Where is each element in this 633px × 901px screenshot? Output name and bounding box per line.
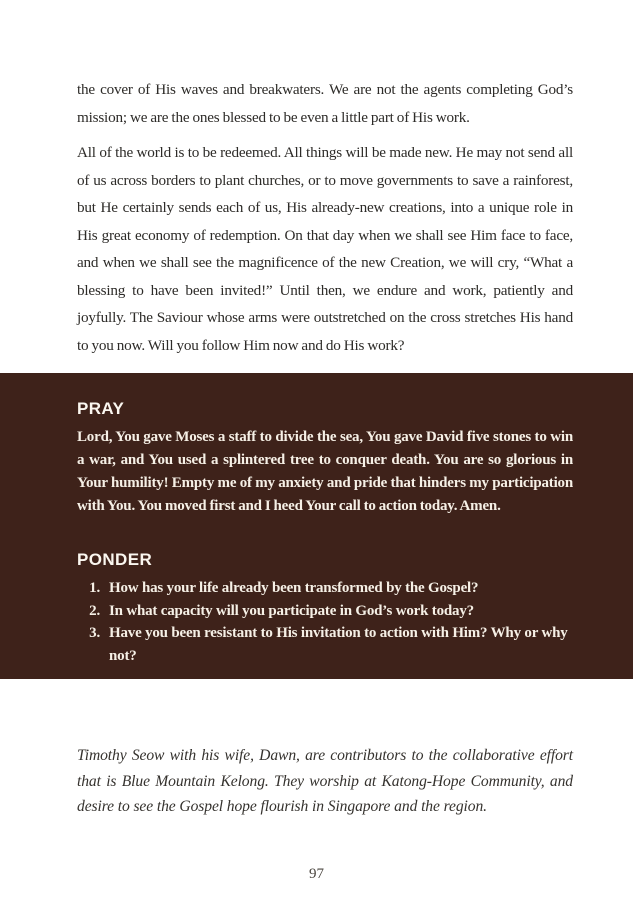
body-paragraph-2: All of the world is to be redeemed. All things will be made new. He may not send all of us across borders to plant churches, or to move governments to save a rainforest, but He certainly sends each of us, His already-new creations, into a unique role in His great economy of redemption. On that day when we shall see Him face to face, and when we shall see the magnificence of the new Creation, we will cry, “What a blessing to have been invited!” Until then, we endure and work, patiently and joyfully. The Saviour whose arms were outstretched on the cross stretches His hand to you now. Will you follow Him now and do His work? (77, 144, 573, 354)
question-text: Have you been resistant to His invitation to action with Him? Why or why not? (109, 625, 568, 664)
body-paragraph-1: the cover of His waves and breakwaters. We are not the agents completing God’s mission; we are the ones blessed to be even a little part of His work. (77, 81, 573, 126)
ponder-question-2 (86, 600, 573, 623)
pray-heading: PRAY (77, 399, 125, 418)
ponder-question-1 (86, 577, 573, 600)
main-text (0, 0, 633, 359)
devotional-panel (0, 373, 633, 679)
question-number: 3. (89, 625, 100, 641)
question-text: In what capacity will you participate in God’s work today? (109, 602, 474, 619)
ponder-list (86, 577, 573, 667)
question-number: 1. (89, 580, 100, 596)
author-bio: Timothy Seow with his wife, Dawn, are contributors to the collaborative effort that is Blue Mountain Kelong. They worship at Katong-Hope Community, and desire to see the Gospel hope flourish in Singapore and the region. (77, 747, 573, 815)
ponder-heading: PONDER (77, 550, 153, 569)
pray-text: Lord, You gave Moses a staff to divide the sea, You gave David five stones to win a war, and You used a splintered tree to conquer death. You are so glorious in Your humility! Empty me of my anxiety and pride that hinders my participation with You. You moved first and I heed Your call to action today. Amen. (77, 429, 573, 514)
question-number: 2. (89, 602, 100, 619)
page-number: 97 (309, 866, 324, 882)
ponder-question-3 (86, 622, 573, 667)
question-text: How has your life already been transformed by the Gospel? (109, 580, 479, 596)
